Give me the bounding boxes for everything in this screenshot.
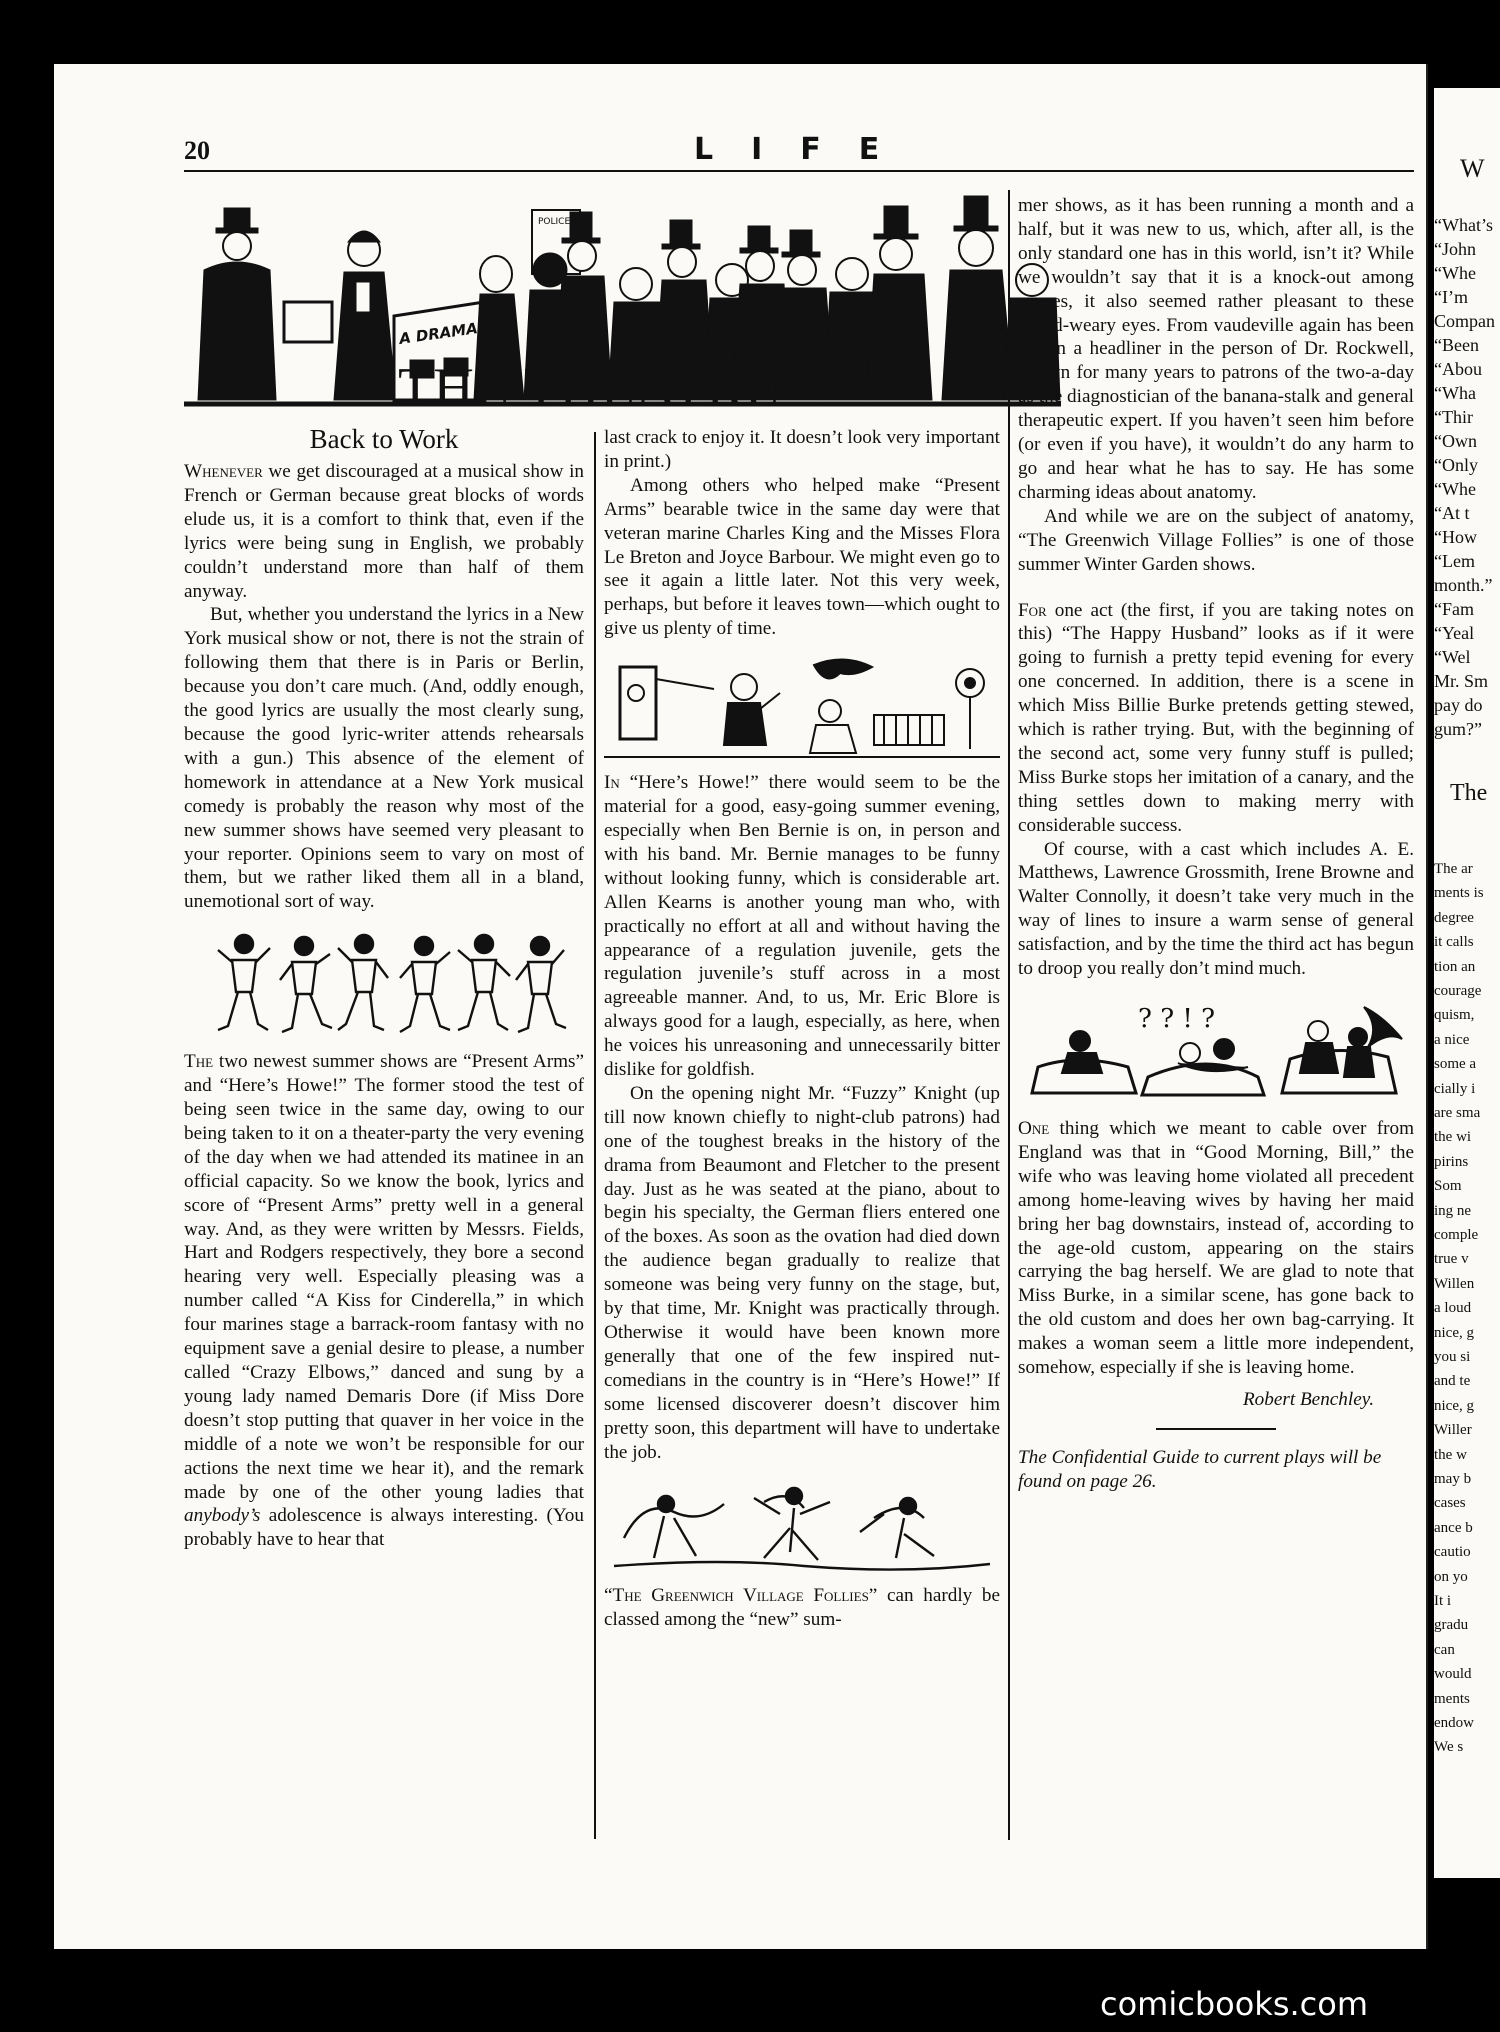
facing-line: “Lem <box>1434 551 1475 571</box>
watermark: comicbooks.com <box>1100 1985 1369 2023</box>
paragraph: Whenever we get discouraged at a musical show in French or German because great blocks of words elude us, it is a comfort to think that, even if the lyrics were being sung in English, we probably couldn’t understand more than half of them anyway. <box>184 461 584 602</box>
poster-text: POLICE <box>538 217 571 227</box>
facing-line: some a <box>1434 1056 1477 1073</box>
article-column-2 <box>604 426 1000 1632</box>
column-divider-1 <box>594 432 596 1839</box>
masthead: LIFE <box>694 132 918 167</box>
paragraph: last crack to enjoy it. It doesn’t look very important in print.) <box>604 427 1000 472</box>
facing-line: “At t <box>1434 503 1470 523</box>
facing-line: Willen <box>1434 1275 1475 1292</box>
facing-line: “Own <box>1434 431 1477 451</box>
facing-line: Mr. Sm <box>1434 671 1489 691</box>
facing-line: “Wel <box>1434 647 1471 667</box>
facing-line: “Yeal <box>1434 623 1475 643</box>
facing-line: ments <box>1434 1690 1470 1707</box>
facing-heading: W <box>1460 154 1485 183</box>
facing-line: It i <box>1434 1593 1452 1609</box>
dancing-chorus-illustration <box>184 926 584 1044</box>
facing-line: a loud <box>1434 1300 1472 1317</box>
paragraph: On the opening night Mr. “Fuzzy” Knight (up till now known chiefly to night-club patrons) had one of the toughest breaks in the history of the drama from Beaumont and Fletcher to the present day. Just as he was seated at the piano, about to begin his specialty, the German fliers entered one of the boxes. As soon as the ovation had died down the audience began gradually to realize that someone was being very funny on the stage, but, by that time, Mr. Knight was practically through. Otherwise it would have been known more generally that one of the few inspired nut-comedians in the country is in “Here’s Howe!” If some licensed discoverer doesn’t discover him pretty soon, this department will have to undertake the job. <box>604 1082 1000 1463</box>
paragraph: Among others who helped make “Present Arms” bearable twice in the same day were that veteran marine Charles King and the Misses Flora Le Breton and Joyce Barbour. We might even go to see it again a little later. Not this very week, perhaps, but before it leaves town—which ought to give us plenty of time. <box>604 474 1000 640</box>
facing-line: a nice <box>1434 1031 1470 1048</box>
facing-line: Som <box>1434 1178 1462 1195</box>
facing-line: cially i <box>1434 1080 1476 1097</box>
facing-line: cases <box>1434 1495 1466 1512</box>
facing-heading-2: The <box>1450 780 1488 806</box>
facing-line: gum?” <box>1434 719 1482 739</box>
facing-line: “Whe <box>1434 479 1476 499</box>
facing-line: “Only <box>1434 455 1478 475</box>
confidential-guide-note: The Confidential Guide to current plays will be found on page 26. <box>1018 1446 1382 1492</box>
magazine-page <box>54 64 1428 1949</box>
facing-line: We s <box>1434 1739 1464 1756</box>
paragraph: “The Greenwich Village Follies” can hardly be classed among the “new” sum- <box>604 1585 1000 1631</box>
facing-line: the w <box>1434 1446 1467 1463</box>
facing-line: comple <box>1434 1227 1479 1243</box>
author-signature: Robert Benchley. <box>1242 1388 1374 1410</box>
facing-line: ments is <box>1434 885 1484 902</box>
paragraph: One thing which we meant to cable over from England was that in “Good Morning, Bill,” the wife who was leaving home violated all precedent among home-leaving wives by having her maid bring her bag downstairs, instead of, according to the age-old custom, appearing on the stairs carrying the bag herself. We are glad to note that Miss Burke, in a similar scene, has gone back to the old custom and does her own bag-carrying. It makes a woman seem a little more independent, somehow, especially if she is leaving home. <box>1018 1118 1414 1379</box>
column-divider-2 <box>1008 190 1010 1840</box>
facing-line: quism, <box>1434 1007 1475 1024</box>
facing-line: The ar <box>1434 861 1473 877</box>
facing-line: cautio <box>1434 1544 1471 1561</box>
facing-line: endow <box>1434 1715 1474 1731</box>
facing-line: are sma <box>1434 1105 1481 1121</box>
facing-line: pirins <box>1434 1153 1469 1170</box>
paragraph: For one act (the first, if you are taking notes on this) “The Happy Husband” looks as if it were going to furnish a pretty tepid evening for every one concerned. In addition, there is a scene in which Miss Billie Burke pretends getting stewed, which is rather trying. But, with the beginning of the second act, some very funny stuff is pulled; Miss Burke stops her imitation of a canary, and the thing settles down to making merry with considerable success. <box>1018 599 1414 836</box>
facing-line: gradu <box>1434 1617 1469 1634</box>
facing-line: “How <box>1434 527 1477 547</box>
facing-line: pay do <box>1434 695 1483 715</box>
facing-line: ing ne <box>1434 1202 1472 1219</box>
svg-text:? ? ! ?: ? ? ! ? <box>1138 1004 1216 1034</box>
facing-line: Compan <box>1434 311 1495 331</box>
facing-page-fragment <box>1434 88 1500 1878</box>
facing-line: degree <box>1434 909 1474 926</box>
facing-line: “What’s <box>1434 215 1493 235</box>
section-title: THE THEATRE <box>398 357 780 419</box>
facing-line: “Abou <box>1434 359 1482 379</box>
facing-line: Willer <box>1434 1422 1472 1439</box>
facing-line: the wi <box>1434 1129 1472 1146</box>
facing-line: tion an <box>1434 958 1476 975</box>
facing-line: month.” <box>1434 575 1493 595</box>
drama-sign-text: A DRAMA <box>398 319 479 348</box>
sofa-scene-illustration <box>1018 997 1414 1107</box>
facing-line: courage <box>1434 983 1482 999</box>
article-column-1 <box>184 424 584 1552</box>
note-rule <box>1156 1428 1276 1430</box>
musicians-illustration <box>604 653 1000 761</box>
facing-line: “Wha <box>1434 383 1476 403</box>
facing-line: would <box>1434 1666 1472 1683</box>
facing-line: nice, g <box>1434 1324 1474 1341</box>
facing-line: can <box>1434 1641 1455 1658</box>
facing-line: on yo <box>1434 1568 1468 1585</box>
facing-line: “Fam <box>1434 599 1474 619</box>
facing-line: true v <box>1434 1251 1469 1268</box>
nymphs-illustration <box>604 1478 1000 1574</box>
paragraph: mer shows, as it has been running a month and a half, but it was new to us, which, after all, is the only standard one has in this world, isn’t it? While we wouldn’t say that it is a knock-out among revues, it also seemed rather pleasant to these world-weary eyes. From vaudeville again has been drawn a headliner in the person of Dr. Rockwell, known for many years to patrons of the two-a-day as the diagnostician of the banana-stalk and general therapeutic expert. If you haven’t seen him before (or even if you have), it wouldn’t do any harm to go and hear what he has to say. He has some charming ideas about anatomy. <box>1018 195 1414 503</box>
page-number: 20 <box>184 136 210 165</box>
paragraph: And while we are on the subject of anatomy, “The Greenwich Village Follies” is one of those summer Winter Garden shows. <box>1018 505 1414 575</box>
facing-line: ance b <box>1434 1519 1473 1536</box>
facing-line: “Whe <box>1434 263 1476 283</box>
facing-line: “I’m <box>1434 287 1468 307</box>
header-rule <box>184 170 1414 172</box>
facing-line: you si <box>1434 1349 1471 1365</box>
facing-line: “Been <box>1434 335 1479 355</box>
facing-line: “Thir <box>1434 407 1473 427</box>
paragraph: The two newest summer shows are “Present Arms” and “Here’s Howe!” The former stood the test of being seen twice in the same day, owing to our being taken to it on a theater-party the very evening of the day when we had attended its matinee in an official capacity. So we know the book, lyrics and score of “Present Arms” pretty well in a general way. And, as they were written by Messrs. Fields, Hart and Rodgers respectively, they bore a second hearing very well. Especially pleasing was a number called “A Kiss for Cinderella,” in which four marines stage a barrack-room fantasy with no equipment save a genial desire to please, a number called “Crazy Elbows,” danced and sung by a young lady named Demaris Dore (if Miss Dore doesn’t stop putting that quaver in her voice in the middle of a note we won’t be responsible for our actions the next time we hear it), and the remark made by one of the other young ladies that anybody’s adolescence is always interesting. (You probably have to hear that <box>184 1051 584 1551</box>
facing-line: “John <box>1434 239 1476 259</box>
article-subhead: Back to Work <box>309 424 459 454</box>
facing-line: nice, g <box>1434 1397 1474 1414</box>
paragraph: Of course, with a cast which includes A. E. Matthews, Lawrence Grossmith, Irene Browne and Walter Connolly, it doesn’t take very much in the way of lines to insure a warm sense of general satisfaction, and by the time the third act has begun to droop you really don’t mind much. <box>1018 838 1414 980</box>
facing-line: may b <box>1434 1471 1472 1487</box>
article-column-3 <box>1018 194 1414 1494</box>
paragraph: But, whether you understand the lyrics in a New York musical show or not, there is not the strain of following them that there is in Paris or Berlin, because you don’t care much. (And, oddly enough, the good lyrics are usually the most clearly sung, because the good lyric-writer attends rehearsals with a gun.) This absence of the element of homework in attendance at a New York musical comedy is probably the reason why most of the new summer shows have seemed very pleasant to your reporter. Opinions seem to vary on most of them, but we rather liked them all in a bland, unemotional sort of way. <box>184 604 584 913</box>
paragraph: In “Here’s Howe!” there would seem to be the material for a good, easy-going summer evening, especially when Ben Bernie is on, in person and with his band. Mr. Bernie manages to be funny without looking funny, which is considerable art. Allen Kearns is another young man who, with practically no effort at all and without having the appearance of a regulation juvenile, gets the regulation juvenile’s stuff across in a most agreeable manner. And, to us, Mr. Eric Blore is always good for a laugh, especially, as here, when he voices his unreasoning and unnecessarily bitter dislike for goldfish. <box>604 772 1000 1081</box>
facing-line: and te <box>1434 1373 1471 1390</box>
facing-line: it calls <box>1434 934 1474 951</box>
